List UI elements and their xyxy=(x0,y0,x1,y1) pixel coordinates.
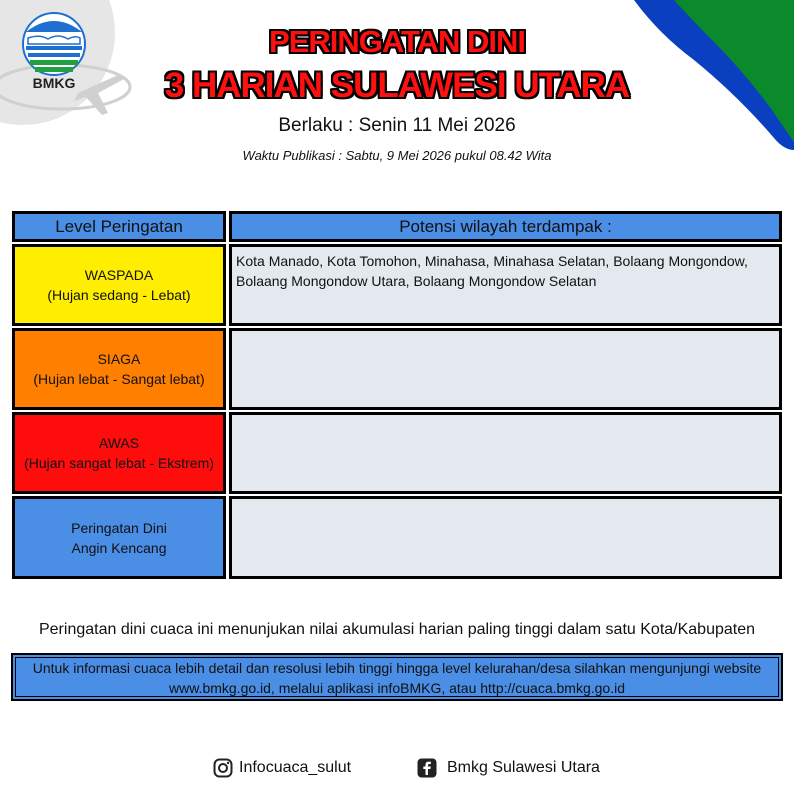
area-siaga xyxy=(229,328,782,410)
info-box xyxy=(11,653,783,701)
column-header-area: Potensi wilayah terdampak : xyxy=(229,211,782,242)
level-desc: (Hujan lebat - Sangat lebat) xyxy=(33,371,205,387)
facebook-link[interactable] xyxy=(417,757,600,779)
instagram-handle: Infocuaca_sulut xyxy=(239,759,352,776)
level-name: Peringatan Dini xyxy=(71,519,167,536)
level-desc: (Hujan sedang - Lebat) xyxy=(47,287,191,303)
facebook-page: Bmkg Sulawesi Utara xyxy=(447,759,600,776)
level-desc: (Hujan sangat lebat - Ekstrem) xyxy=(24,455,214,471)
level-siaga xyxy=(12,328,226,410)
area-waspada xyxy=(229,244,782,326)
info-line: Untuk informasi cuaca lebih detail dan resolusi lebih tinggi hingga level kelurahan/desa silahkan mengunjungi website xyxy=(32,660,762,676)
publication-time: Waktu Publikasi : Sabtu, 9 Mei 2026 pukul 08.42 Wita xyxy=(242,148,552,163)
instagram-icon xyxy=(213,758,233,778)
area-awas xyxy=(229,412,782,494)
accumulation-note: Peringatan dini cuaca ini menunjukan nilai akumulasi harian paling tinggi dalam satu Kota/Kabupaten xyxy=(38,621,756,638)
level-waspada xyxy=(12,244,226,326)
level-angin-kencang xyxy=(12,496,226,579)
level-name: SIAGA xyxy=(97,351,141,367)
area-text-line: Bolaang Mongondow Utara, Bolaang Mongondow Selatan xyxy=(236,273,597,289)
facebook-icon xyxy=(417,758,437,778)
area-text-line: Kota Manado, Kota Tomohon, Minahasa, Minahasa Selatan, Bolaang Mongondow, xyxy=(236,253,748,269)
level-name: AWAS xyxy=(98,435,140,451)
level-awas xyxy=(12,412,226,494)
level-desc: Angin Kencang xyxy=(71,539,167,556)
logo-text: BMKG xyxy=(32,75,76,91)
instagram-link[interactable] xyxy=(213,757,351,779)
level-name: WASPADA xyxy=(84,267,154,283)
info-line: www.bmkg.go.id, melalui aplikasi infoBMKG, atau http://cuaca.bmkg.go.id xyxy=(169,680,625,696)
valid-date: Berlaku : Senin 11 Mei 2026 xyxy=(278,115,516,136)
title-line-1: PERINGATAN DINI xyxy=(269,24,525,59)
title-line-2: 3 HARIAN SULAWESI UTARA xyxy=(164,66,630,105)
area-angin-kencang xyxy=(229,496,782,579)
column-header-level: Level Peringatan xyxy=(12,211,226,242)
